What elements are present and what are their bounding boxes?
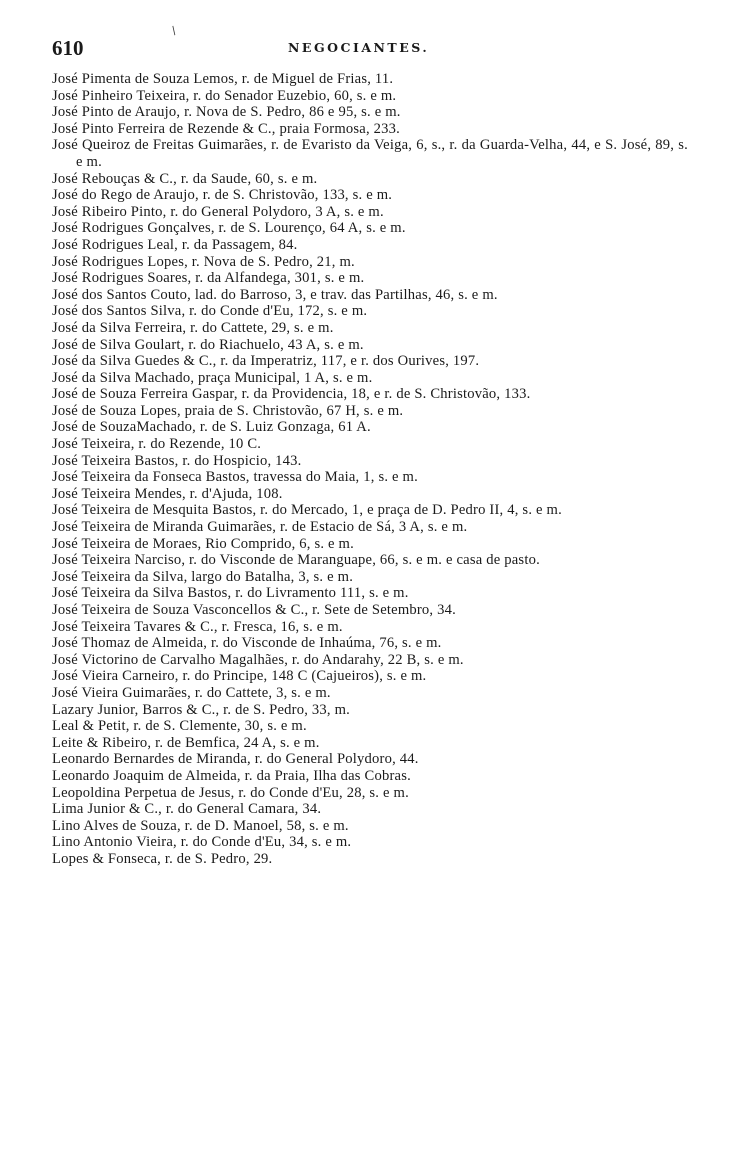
list-item: José dos Santos Couto, lad. do Barroso, 3, e trav. das Partilhas, 46, s. e m. (52, 286, 498, 303)
list-item: José Teixeira Narciso, r. do Visconde de Maranguape, 66, s. e m. e casa de pasto. (52, 552, 540, 569)
list-item: José Victorino de Carvalho Magalhães, r. do Andarahy, 22 B, s. e m. (52, 651, 464, 668)
list-item: José de Souza Lopes, praia de S. Christovão, 67 H, s. e m. (52, 402, 404, 419)
list-item: José da Silva Guedes & C., r. da Imperatriz, 117, e r. dos Ourives, 197. (52, 353, 480, 370)
list-item: José Vieira Carneiro, r. do Principe, 148 C (Cajueiros), s. e m. (52, 668, 427, 685)
list-item: José Rodrigues Leal, r. da Passagem, 84. (52, 236, 298, 253)
list-item: José de Silva Goulart, r. do Riachuelo, 43 A, s. e m. (52, 336, 364, 353)
list-item: José Teixeira Tavares & C., r. Fresca, 16, s. e m. (52, 618, 343, 635)
page-header (52, 36, 692, 60)
running-head: NEGOCIANTES. (288, 40, 430, 55)
list-item: Lino Antonio Vieira, r. do Conde d'Eu, 34, s. e m. (52, 834, 352, 851)
list-item: José Pinto de Araujo, r. Nova de S. Pedro, 86 e 95, s. e m. (52, 104, 401, 121)
list-item: José de Souza Ferreira Gaspar, r. da Providencia, 18, e r. de S. Christovão, 133. (52, 386, 531, 403)
list-item: José dos Santos Silva, r. do Conde d'Eu, 172, s. e m. (52, 303, 368, 320)
list-item: José Thomaz de Almeida, r. do Visconde de Inhaúma, 76, s. e m. (52, 635, 442, 652)
list-item: José Pimenta de Souza Lemos, r. de Miguel de Frias, 11. (52, 71, 394, 87)
list-item: José da Silva Machado, praça Municipal, 1 A, s. e m. (52, 369, 373, 386)
list-item: Leonardo Bernardes de Miranda, r. do General Polydoro, 44. (52, 751, 419, 768)
list-item: José Teixeira Mendes, r. d'Ajuda, 108. (52, 485, 283, 502)
list-item: José Rodrigues Soares, r. da Alfandega, 301, s. e m. (52, 270, 365, 287)
list-item: José Teixeira de Moraes, Rio Comprido, 6, s. e m. (52, 535, 354, 552)
stray-ink-mark: / (168, 23, 179, 38)
list-item: José Teixeira de Souza Vasconcellos & C., r. Sete de Setembro, 34. (52, 602, 456, 618)
list-item: José Teixeira Bastos, r. do Hospicio, 143. (52, 452, 302, 469)
list-item: José Teixeira da Silva, largo do Batalha, 3, s. e m. (52, 568, 354, 585)
list-item: José Rebouças & C., r. da Saude, 60, s. e m. (52, 170, 318, 187)
list-item: Leite & Ribeiro, r. de Bemfica, 24 A, s. e m. (52, 734, 320, 751)
list-item: José da Silva Ferreira, r. do Cattete, 29, s. e m. (52, 319, 334, 336)
list-item: José Rodrigues Gonçalves, r. de S. Lourenço, 64 A, s. e m. (52, 220, 406, 237)
list-item: Lazary Junior, Barros & C., r. de S. Pedro, 33, m. (52, 701, 351, 718)
list-item: Leopoldina Perpetua de Jesus, r. do Conde d'Eu, 28, s. e m. (52, 784, 409, 801)
list-item: José Vieira Guimarães, r. do Cattete, 3, s. e m. (52, 684, 331, 701)
list-item: José de SouzaMachado, r. de S. Luiz Gonzaga, 61 A. (52, 419, 371, 436)
list-item: José Rodrigues Lopes, r. Nova de S. Pedro, 21, m. (52, 253, 355, 270)
list-item: Lopes & Fonseca, r. de S. Pedro, 29. (52, 850, 273, 867)
list-item: José Queiroz de Freitas Guimarães, r. de Evaristo da Veiga, 6, s., r. da Guarda-Velha, 44, e S. José, 89, s. e m. (52, 137, 688, 170)
list-item: José Teixeira da Fonseca Bastos, travessa do Maia, 1, s. e m. (52, 469, 418, 486)
list-item: José Teixeira, r. do Rezende, 10 C. (52, 436, 262, 453)
list-item: José Teixeira de Miranda Guimarães, r. de Estacio de Sá, 3 A, s. e m. (52, 519, 468, 536)
list-item: José Pinto Ferreira de Rezende & C., praia Formosa, 233. (52, 120, 400, 137)
page-number: 610 (52, 36, 84, 60)
list-item: José Ribeiro Pinto, r. do General Polydoro, 3 A, s. e m. (52, 203, 384, 220)
list-item: José Teixeira da Silva Bastos, r. do Livramento 111, s. e m. (52, 585, 409, 602)
list-item: José Teixeira de Mesquita Bastos, r. do Mercado, 1, e praça de D. Pedro II, 4, s. e m. (52, 502, 562, 519)
list-item: Lima Junior & C., r. do General Camara, 34. (52, 801, 322, 818)
list-item: Leonardo Joaquim de Almeida, r. da Praia, Ilha das Cobras. (52, 767, 411, 784)
list-item: José do Rego de Araujo, r. de S. Christovão, 133, s. e m. (52, 187, 393, 204)
merchant-list (52, 71, 688, 868)
list-item: José Pinheiro Teixeira, r. do Senador Euzebio, 60, s. e m. (52, 87, 397, 104)
list-item: Leal & Petit, r. de S. Clemente, 30, s. e m. (52, 718, 307, 735)
list-item: Lino Alves de Souza, r. de D. Manoel, 58, s. e m. (52, 817, 349, 834)
